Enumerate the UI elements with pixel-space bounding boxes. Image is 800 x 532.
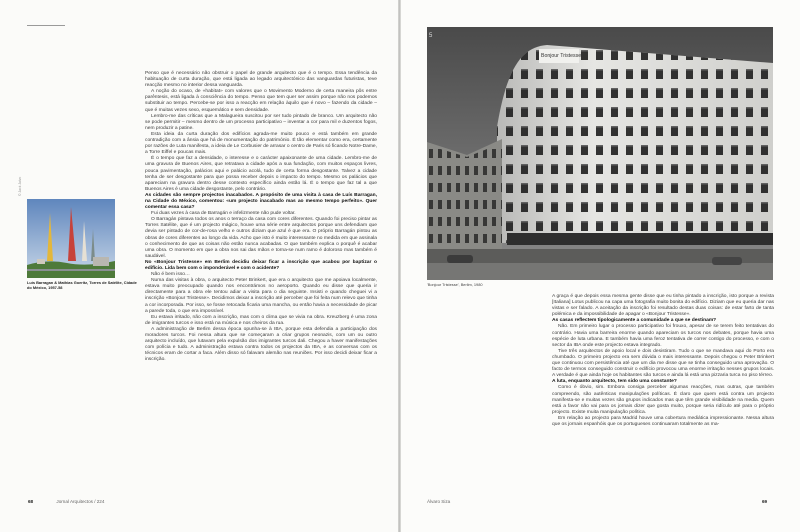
article-paragraph: Penso que é necessário não obstruir o papel de grande arquitecto que é o tempo. Essa tendência da habituação de curta duração, que está ligada ao legado arquitectónico das vanguardas futuristas, teve reacção mesmo no interior dessa vanguarda. bbox=[145, 71, 377, 89]
interview-question: A luta, enquanto arquitecto, tem sido uma constante? bbox=[552, 379, 677, 385]
article-paragraph: Eu estava irritado, não com a inscrição, mas com o clima que se vivia na obra. Kreuzberg é uma zona de imigrantes turcos e isso está na música e nos cheiros da rua. bbox=[145, 314, 377, 326]
bonjour-tristesse-illustration bbox=[427, 27, 773, 280]
article-paragraph: O Barragán pintava todos os anos o terraço da casa com cores diferentes. Quando foi preciso pintar as Torres Satélite, que é um projecto mágico, houve uma série entre arquitectos porque uns defendiam que devia ser pintado de cor-de-rosa velho e outros diziam que azul é que era. O próprio Barragán pintou as obras de cores diferentes ao longo da vida. Acho que isto é muito interessante no medida em que assinala o conhecimento de que as coisas não estão nunca acabadas. O que também explica o porquê é acabar uma obra. O momento em que a obra nos sai das mãos e torna-se num ramo é doloroso mas também é saudável. bbox=[145, 217, 377, 259]
right-page-number: 69 bbox=[762, 499, 768, 504]
left-page bbox=[0, 0, 398, 532]
torres-satelite-illustration bbox=[27, 199, 115, 278]
article-paragraph: É o tempo que faz a densidade, o interesse e o carácter apaixonante de uma cidade. Lembro-me de uma gravura de Buenos Aires, que retratava a cidade após a sua fundação, com muitos espaços livres, pouca pavimentação, palácios aqui e palácio acolá, tudo de certa forma desgostante. Talvez a cidade tenha de ser desgostante para que possa receber depois o impacto do tempo. Mesmo os palácios que apareciam na gravura dentro desse contexto específico ainda estão lá. É o tempo que faz tal a que Buenos Aires é uma cidade desgostante, pelo contrário. bbox=[145, 156, 377, 192]
bonjour-tristesse-photo bbox=[427, 27, 773, 280]
left-page-number: 68 bbox=[28, 499, 34, 504]
right-running-title: Álvaro Siza bbox=[427, 499, 451, 504]
header-rule bbox=[27, 25, 65, 26]
article-paragraph: Fui duas vezes à casa de Barragán e infelizmente não pude voltar. bbox=[151, 211, 296, 217]
left-folio bbox=[28, 499, 104, 504]
article-paragraph: A administração de Berlim dessa época opunha-se à IBA, porque esta defendia a participação dos moradores turcos. Foi nessa altura que se começaram a criar grupos neonazis, com um ou outro arquitecto incluído, que lutavam pela expulsão dos imigrantes turcos dali. Chegou a haver manifestações com polícia e tudo. A administração estava contra todos os projectos da IBA, e as conversas com os técnicos eram de cortar a faca. Além disso só falavam alemão nas reuniões. Por isso decidi deixar ficar a inscrição. bbox=[145, 326, 377, 363]
article-paragraph: Não. Em primeiro lugar o processo participativo foi frouxo, apesar de se terem feito tentativas do contrário. Havia uma barreira enorme quando apareciam os turcos nos debates, porque havia uma espécie de luta urbana. E também havia uma feroz tentativa de correr contigo do processo, e com o sector da IBA onde este projecto estava integrado. bbox=[552, 324, 774, 348]
photo-sign-text: Bonjour Tristesse bbox=[541, 53, 582, 59]
right-article-body bbox=[552, 294, 774, 428]
article-paragraph: Numa das visitas à obra, o arquitecto Peter Brinkert, que era o arquitecto que me apoiava localmente, estava muito preocupado quando nos encontrámos no aeroporto. Quando eu disse que queria ir directamente para a obra ele tentou adiar a visita para o dia seguinte. Insisti e quando cheguei vi a inscrição «Bonjour Tristesse». Decidimos deixar a inscrição até perceber que foi feita num relevo que tinha a cor incorporada. Por isso, se fosse retocada ficaria uma mancha, ou então havia a necessidade de picar a parede toda, o que era impossível. bbox=[145, 278, 377, 314]
article-paragraph: Esta ideia da curta duração dos edifícios agrada-me muito pouco e está também em grande contradição com a ânsia que há de monumentação do património. É tão elementar como era, certamente por razões de Luta manifesta, a ideia de Le Corbusier de arrasar o centro de Paris só ficando Notre-Dame, a Torre Eiffel e poucas mais. bbox=[145, 131, 377, 156]
interview-question: As casas reflectem tipologicamente a comunidade a que se destinam? bbox=[552, 318, 717, 324]
article-paragraph: Em relação ao projecto para Madrid houve uma cobertura mediática impressionante. Nessa altura que os jornais espanhóis que os portugueses continuaram totalmente as ma- bbox=[552, 415, 774, 427]
photo-credit: © Jack Jalvo bbox=[18, 176, 22, 196]
left-photo-caption: Luís Barragan & Mathias Goeritz, Torres de Satélite, Cidade do México, 1957-58 bbox=[27, 280, 137, 290]
left-running-title: Jornal Arquitectos / 224 bbox=[56, 499, 105, 504]
torres-satelite-photo bbox=[27, 199, 115, 278]
article-paragraph: Lembro-me das críticas que a Malagueira suscitou por ser tudo pintado de branco. Um arquitecto não se pode permitir – mesmo dentro de um processo participativo – inventar a cor para mil e duzentos fogos, nem produzir a patine. bbox=[145, 113, 377, 131]
article-paragraph: Não é bem isso… bbox=[151, 272, 190, 278]
article-paragraph: Tive três arquitectos de apoio local e dois desistiram. Tudo o que se mandava aqui do Porto era chumbado. O primeiro projecto era sem dúvida o mais interessante. Depois chegou o Peter Brinkert que continuou com persistência até que um dia me disse que se tinha conseguido uma aprovação. O facto de termos conseguido construir o edifício provocou uma enorme irritação nesses grupos locais. A verdade é que ainda hoje os habitantes são turcos e ainda lá está uma pizzaria turca no piso térreo. bbox=[552, 348, 774, 379]
article-paragraph: Como é óbvio, sim. Embora consiga perceber algumas reacções, mas outras, que também compreendo, são autênticas manipulações políticas. É claro que quem está contra um projecto manifesta-se e muitas vezes são grupos indicados mas que têm grande visibilidade na media. Quem está a favor não vai para os jornais dizer que gosta muito, porque seria ridículo até para o próprio projecto. Existe muita manipulação política. bbox=[552, 385, 774, 415]
interview-question: No «Bonjour Tristesse» em Berlim decidiu deixar ficar a inscrição que acabou por baptizar o edifício. Lida bem com o imponderável e com o acidente? bbox=[145, 259, 377, 271]
left-article-body bbox=[145, 71, 377, 364]
photo-marker: 5 bbox=[429, 33, 433, 39]
article-paragraph: A graça é que depois essa mesma gente disse que eu tinha pintado a inscrição, isto porque a revista [Italiana] Lotus publicou na capa uma fotografia muito bonita do edifício. Diziam que eu queria dar nas vistas e ser falado. A aceitação da inscrição foi resultado destas duas coisas: de estar farto de tanta polémica e da impossibilidade de apagar o «Bonjour Tristesse». bbox=[552, 294, 774, 318]
interview-question: As cidades são sempre projectos inacabados. A propósito de uma visita à casa de Luís Barragan, na Cidade do México, comentou: «um projecto inacabado mas ao mesmo tempo perfeito». Quer comentar essa casa? bbox=[145, 192, 377, 211]
article-paragraph: A noção do ocaso, de «habitat» com valores que o Movimento Moderno de certa maneira pôs entre parêntesis, está ligada à consciência do tempo. Penso que tem quer ser assim porque não nos podemos substituir ao tempo. Percebe-se por isso a reacção em relação àquilo que é novo – fazendo da cidade – que é muitas vezes sexo, esquemático e sem densidade. bbox=[145, 89, 377, 113]
right-folio bbox=[762, 499, 767, 504]
right-photo-caption: 'Bonjour Tristesse', Berlim, 1980 bbox=[427, 282, 483, 287]
